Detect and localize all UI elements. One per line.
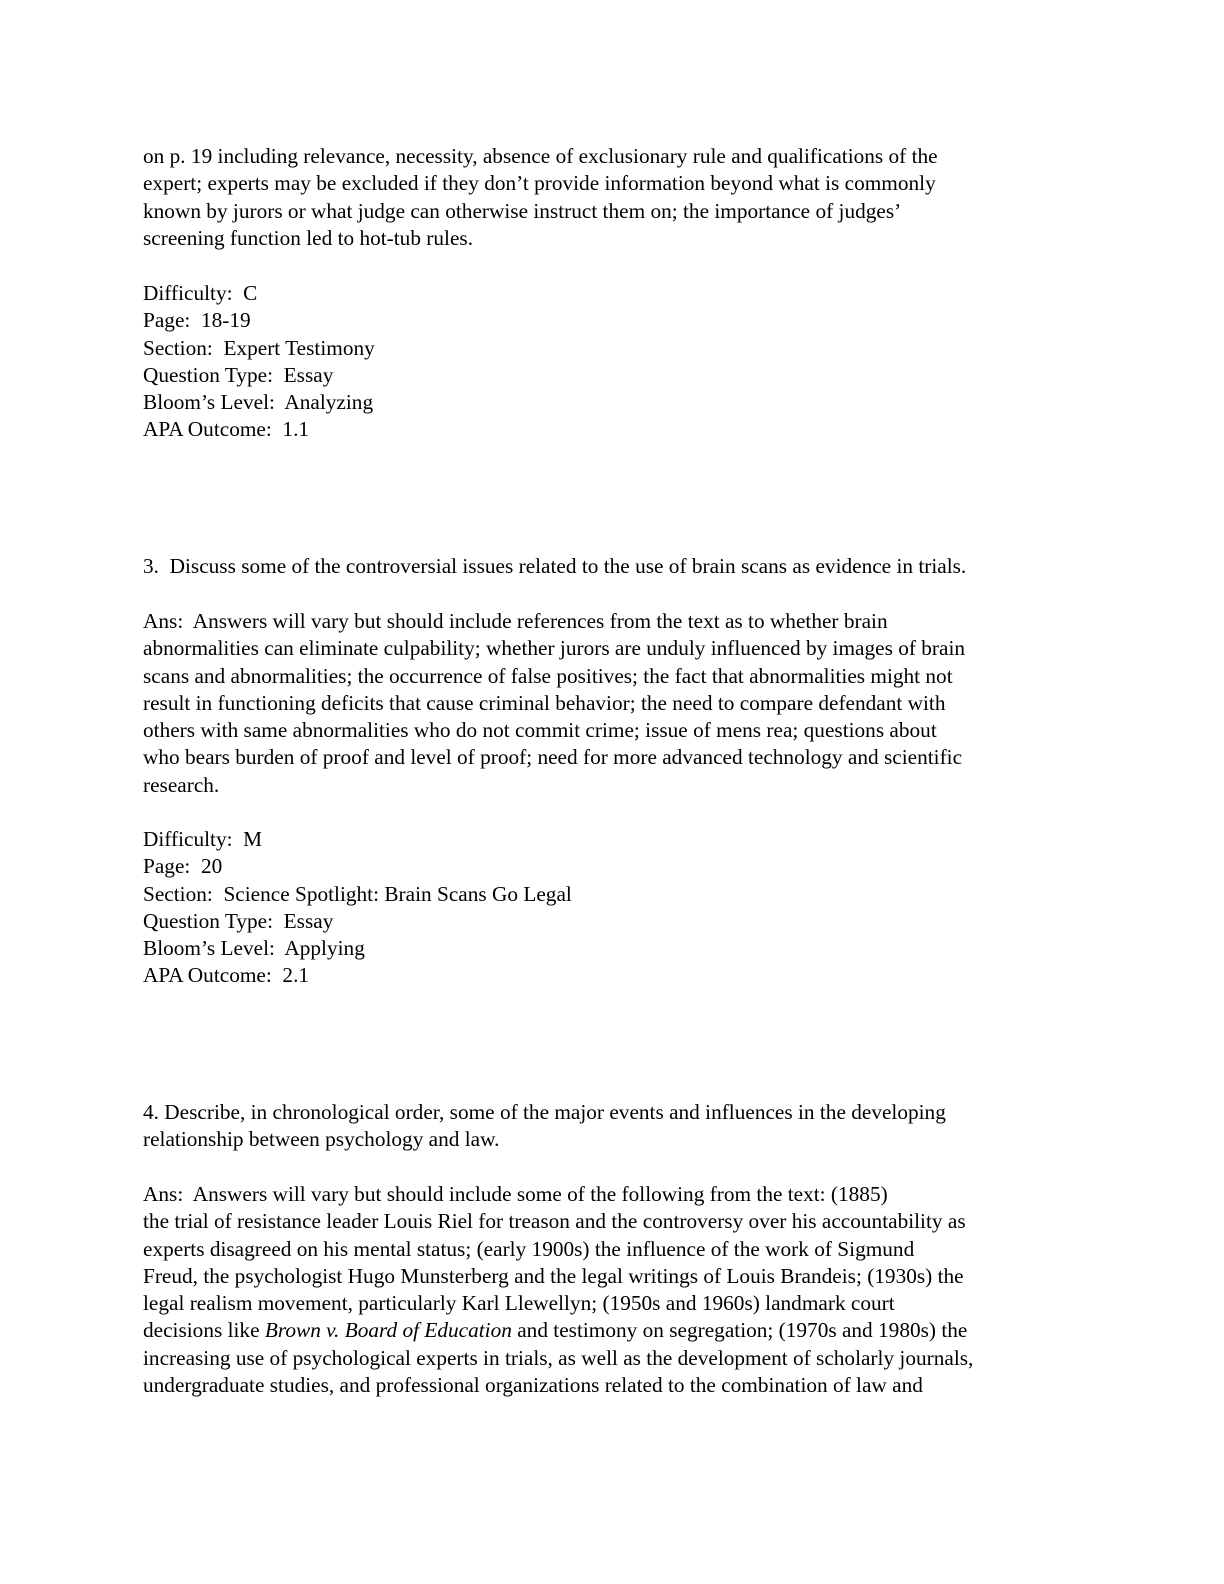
answer-3 [143, 608, 1083, 799]
question-type: Question Type: Essay [143, 908, 334, 933]
answer-line [143, 1317, 1083, 1344]
page-reference: Page: 20 [143, 854, 223, 879]
question-text: relationship between psychology and law. [143, 1127, 500, 1152]
answer-line: who bears burden of proof and level of proof; need for more advanced technology and scientific [143, 745, 963, 770]
answer-line: known by jurors or what judge can otherwise instruct them on; the importance of judges’ [143, 198, 902, 223]
question-text: 3. Discuss some of the controversial issues related to the use of brain scans as evidence in trials. [143, 554, 967, 578]
question-type: Question Type: Essay [143, 362, 334, 387]
difficulty: Difficulty: C [143, 281, 258, 305]
answer-line: legal realism movement, particularly Karl Llewellyn; (1950s and 1960s) landmark court [143, 1291, 895, 1316]
answer-line: others with same abnormalities who do not commit crime; issue of mens rea; questions about [143, 718, 937, 743]
question-4 [143, 1099, 1083, 1154]
answer-line: expert; experts may be excluded if they don’t provide information beyond what is commonly [143, 171, 936, 196]
answer-4 [143, 1181, 1083, 1399]
difficulty: Difficulty: M [143, 827, 263, 851]
answer-line: undergraduate studies, and professional organizations related to the combination of law and [143, 1373, 923, 1398]
answer-line: experts disagreed on his mental status; (early 1900s) the influence of the work of Sigmund [143, 1236, 915, 1261]
question-3 [143, 553, 1083, 580]
answer-line: increasing use of psychological experts in trials, as well as the development of scholarly journals, [143, 1345, 974, 1370]
question-text: 4. Describe, in chronological order, some of the major events and influences in the developing [143, 1100, 946, 1124]
page-reference: Page: 18-19 [143, 308, 251, 333]
apa-outcome: APA Outcome: 1.1 [143, 417, 310, 442]
blooms-level: Bloom’s Level: Applying [143, 936, 365, 961]
answer-line: abnormalities can eliminate culpability; whether jurors are unduly influenced by images of brain [143, 636, 966, 661]
blooms-level: Bloom’s Level: Analyzing [143, 390, 374, 415]
answer-line: research. [143, 772, 220, 797]
case-name-italic: Brown v. Board of Education [264, 1318, 512, 1343]
question-metadata [143, 826, 1083, 990]
answer-line: Ans: Answers will vary but should include some of the following from the text: (1885) [143, 1182, 888, 1206]
answer-line: result in functioning deficits that cause criminal behavior; the need to compare defendant with [143, 690, 946, 715]
question-metadata [143, 280, 1083, 444]
answer-line: scans and abnormalities; the occurrence of false positives; the fact that abnormalities might not [143, 663, 953, 688]
section: Section: Expert Testimony [143, 335, 375, 360]
answer-line: Freud, the psychologist Hugo Munsterberg and the legal writings of Louis Brandeis; (1930s) the [143, 1263, 964, 1288]
answer-continuation [143, 143, 1083, 252]
section: Section: Science Spotlight: Brain Scans Go Legal [143, 881, 572, 906]
answer-line: on p. 19 including relevance, necessity, absence of exclusionary rule and qualifications of the [143, 144, 938, 168]
answer-line: Ans: Answers will vary but should include references from the text as to whether brain [143, 609, 888, 633]
apa-outcome: APA Outcome: 2.1 [143, 963, 310, 988]
answer-text: decisions like [143, 1318, 265, 1343]
answer-line: the trial of resistance leader Louis Riel for treason and the controversy over his accountability as [143, 1209, 966, 1234]
answer-text: and testimony on segregation; (1970s and 1980s) the [511, 1318, 968, 1343]
answer-line: screening function led to hot-tub rules. [143, 225, 474, 250]
